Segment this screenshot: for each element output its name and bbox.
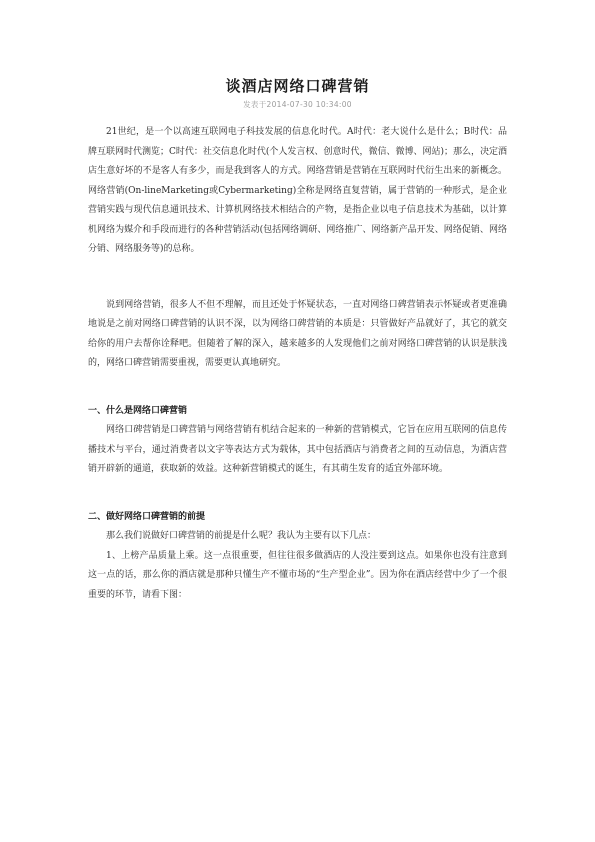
section-heading-prerequisites: 二、做好网络口碑营销的前提 [88,511,206,522]
paragraph-question: 那么我们说做好口碑营销的前提是什么呢？我认为主要有以下几点： [106,531,377,541]
paragraph-intro: 21世纪，是一个以高速互联网电子科技发展的信息化时代。A时代：老大说什么是什么；B时代：品牌互联网时代测览；C时代：社交信息化时代(个人发言权、创意时代，微信、微博、网站)；那么，决定酒店生意好坏的不是客人有多少，而是我到客人的方式。网络营销是营销在互联网时代衍生出来的新概念。网络营销(On-lineMarketing或Cybermarketing)全称是网络直复营销，属于营销的一种形式，是企业营销实践与现代信息通讯技术、计算机网络技术相结合的产物，是指企业以电子信息技术为基础，以计算机网络为媒介和手段而进行的各种营销活动(包括网络调研、网络推广、网络新产品开发、网络促销、网络分销、网络服务等)的总称。 [88,127,507,254]
section-heading-what-is: 一、什么是网络口碑营销 [88,405,188,416]
publish-date: 发表于2014-07-30 10:34:00 [243,100,352,109]
paragraph-misconception: 说到网络营销，很多人不但不理解，而且还处于怀疑状态，一直对网络口碑营销表示怀疑或者更准确地说是之前对网络口碑营销的认识不深，以为网络口碑营销的本质是：只管做好产品就好了，其它的就交给你的用户去帮你诠释吧。但随着了解的深入，越来越多的人发现他们之前对网络口碑营销的认识是肤浅的，网络口碑营销需要重视，需要更认真地研究。 [88,299,507,368]
paragraph-point-1: 1、上榜产品质量上乘。这一点很重要，但往往很多做酒店的人没注要到这点。如果你也没有注意到这一点的话，那么你的酒店就是那种只懂生产不懂市场的“生产型企业”。因为你在酒店经营中少了一个很重要的环节，请看下图： [88,550,507,600]
article-title: 谈酒店网络口碑营销 [225,77,370,95]
paragraph-definition: 网络口碑营销是口碑营销与网络营销有机结合起来的一种新的营销模式，它旨在应用互联网的信息传播技术与平台，通过消费者以文字等表达方式为载体，其中包括酒店与消费者之间的互动信息，为酒店营销开辟新的通道，获取新的效益。这种新营销模式的诞生，有其萌生发育的适宜外部环境。 [88,425,507,474]
